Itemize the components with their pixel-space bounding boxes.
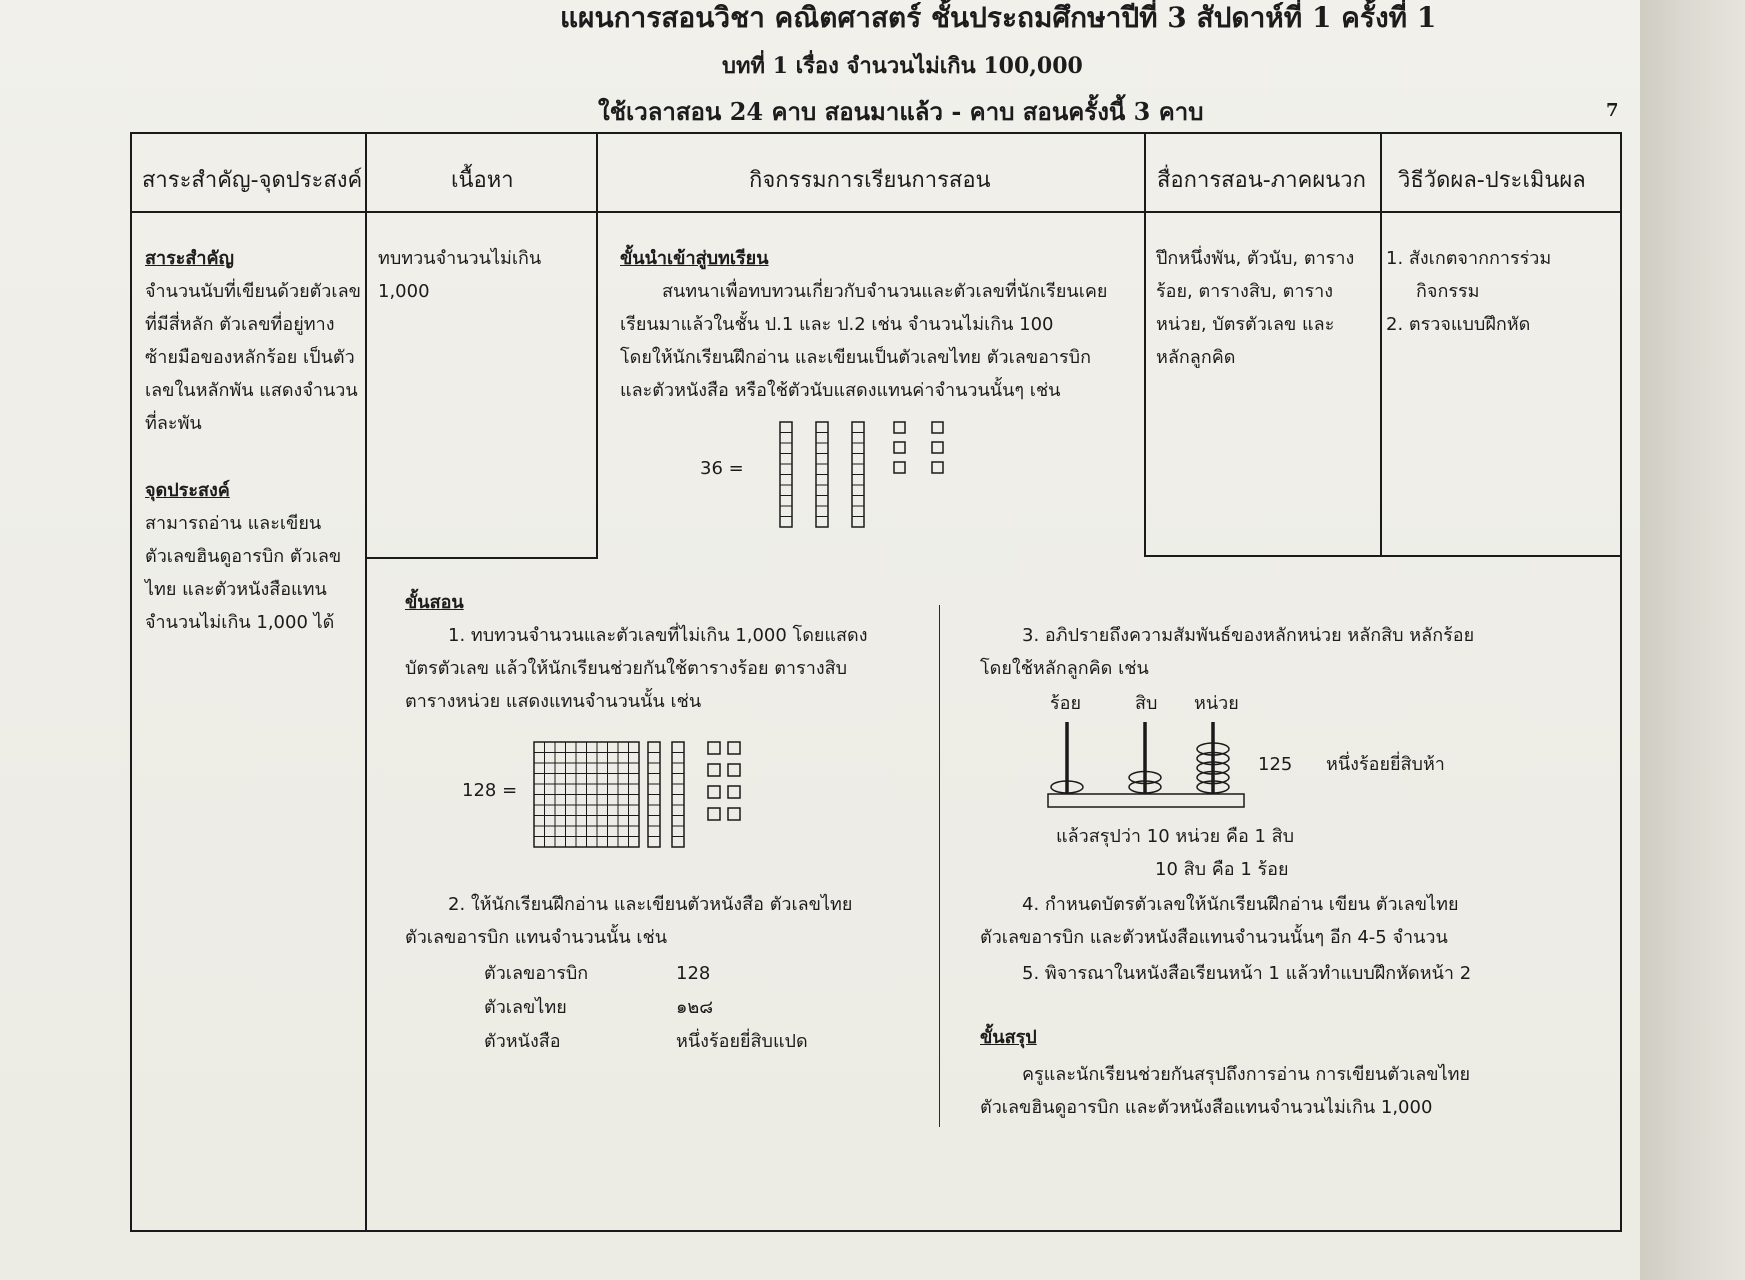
objective-line: จำนวนไม่เกิน 1,000 ได้ — [145, 612, 335, 633]
essence-line: ซ้ายมือของหลักร้อย เป็นตัว — [145, 347, 355, 368]
step2-line: 2. ให้นักเรียนฝึกอ่าน และเขียนตัวหนังสือ ตัวเลขไทย — [448, 894, 853, 915]
essence-line: จำนวนนับที่เขียนด้วยตัวเลข — [145, 281, 361, 302]
col-header-media: สื่อการสอน-ภาคผนวก — [1157, 168, 1366, 193]
step5-line: 5. พิจารณาในหนังสือเรียนหน้า 1 แล้วทำแบบฝึกหัดหน้า 2 — [1022, 963, 1472, 984]
chapter-title: บทที่ 1 เรื่อง จำนวนไม่เกิน 100,000 — [722, 53, 1083, 79]
media-line: หน่วย, บัตรตัวเลข และ — [1156, 314, 1335, 335]
time-allocation: ใช้เวลาสอน 24 คาบ สอนมาแล้ว - คาบ สอนครั้งนี้ 3 คาบ — [598, 97, 1204, 126]
number-form-label: ตัวหนังสือ — [484, 1031, 561, 1052]
step3-line: โดยใช้หลักลูกคิด เช่น — [980, 658, 1149, 679]
unit-square — [728, 742, 740, 754]
step2-line: ตัวเลขอารบิก แทนจำนวนนั้น เช่น — [405, 927, 668, 948]
unit-square — [708, 786, 720, 798]
example-128-label: 128 = — [462, 780, 518, 801]
number-form-value: ๑๒๘ — [676, 997, 714, 1018]
abacus-label-tens: สิบ — [1135, 693, 1158, 714]
objective-line: ตัวเลขฮินดูอารบิก ตัวเลข — [145, 546, 342, 567]
teaching-heading: ขั้นสอน — [405, 592, 464, 613]
content-line: 1,000 — [378, 281, 430, 302]
evaluation-item: 2. ตรวจแบบฝึกหัด — [1386, 314, 1531, 335]
page-number: 7 — [1606, 100, 1619, 121]
unit-square — [728, 786, 740, 798]
objective-heading: จุดประสงค์ — [145, 480, 230, 501]
conclusion-line: ครูและนักเรียนช่วยกันสรุปถึงการอ่าน การเขียนตัวเลขไทย — [1022, 1064, 1471, 1085]
intro-line: และตัวหนังสือ หรือใช้ตัวนับแสดงแทนค่าจำนวนนั้นๆ เช่น — [620, 380, 1061, 401]
objective-line: ไทย และตัวหนังสือแทน — [145, 579, 327, 600]
unit-square — [894, 462, 905, 473]
objective-line: สามารถอ่าน และเขียน — [145, 513, 322, 534]
step3-line: 3. อภิปรายถึงความสัมพันธ์ของหลักหน่วย หลักสิบ หลักร้อย — [1022, 625, 1475, 646]
unit-square — [728, 764, 740, 776]
intro-line: สนทนาเพื่อทบทวนเกี่ยวกับจำนวนและตัวเลขที่นักเรียนเคย — [662, 281, 1108, 302]
abacus-base — [1048, 794, 1244, 807]
tens-ones-diagram-36 — [778, 420, 948, 530]
col-header-content: เนื้อหา — [451, 168, 514, 193]
summary-line: แล้วสรุปว่า 10 หน่วย คือ 1 สิบ — [1056, 826, 1295, 847]
intro-line: โดยให้นักเรียนฝึกอ่าน และเขียนเป็นตัวเลขไทย ตัวเลขอารบิก — [620, 347, 1091, 368]
unit-square — [932, 442, 943, 453]
step1-line: ตารางหน่วย แสดงแทนจำนวนนั้น เช่น — [405, 691, 702, 712]
teaching-column-divider — [939, 605, 940, 1127]
col-divider-2 — [596, 132, 598, 557]
header-row-divider — [130, 211, 1620, 213]
abacus-number-words: หนึ่งร้อยยี่สิบห้า — [1326, 754, 1445, 775]
number-form-label: ตัวเลขอารบิก — [484, 963, 589, 984]
col-header-evaluation: วิธีวัดผล-ประเมินผล — [1398, 168, 1586, 193]
page-shadow-edge — [1640, 0, 1745, 1280]
abacus-diagram — [1040, 718, 1250, 818]
col-divider-1 — [365, 132, 367, 1230]
number-form-label: ตัวเลขไทย — [484, 997, 567, 1018]
step4-line: 4. กำหนดบัตรตัวเลขให้นักเรียนฝึกอ่าน เขียน ตัวเลขไทย — [1022, 894, 1459, 915]
unit-square — [708, 808, 720, 820]
media-eval-bottom — [1144, 555, 1620, 557]
abacus-label-ones: หน่วย — [1194, 693, 1239, 714]
evaluation-item: 1. สังเกตจากการร่วม — [1386, 248, 1552, 269]
unit-square — [894, 442, 905, 453]
unit-square — [932, 462, 943, 473]
media-line: ปึกหนึ่งพัน, ตัวนับ, ตาราง — [1156, 248, 1355, 269]
unit-square — [708, 764, 720, 776]
summary-line: 10 สิบ คือ 1 ร้อย — [1155, 859, 1289, 880]
essence-line: ที่ละพัน — [145, 413, 202, 434]
step1-line: บัตรตัวเลข แล้วให้นักเรียนช่วยกันใช้ตารางร้อย ตารางสิบ — [405, 658, 848, 679]
step4-line: ตัวเลขอารบิก และตัวหนังสือแทนจำนวนนั้นๆ อีก 4-5 จำนวน — [980, 927, 1448, 948]
example-36-label: 36 = — [700, 458, 744, 479]
evaluation-item: กิจกรรม — [1416, 281, 1480, 302]
essence-heading: สาระสำคัญ — [145, 248, 234, 269]
col-divider-4 — [1380, 132, 1382, 557]
col-header-essence: สาระสำคัญ-จุดประสงค์ — [142, 168, 363, 193]
plan-title: แผนการสอนวิชา คณิตศาสตร์ ชั้นประถมศึกษาปีที่ 3 สัปดาห์ที่ 1 ครั้งที่ 1 — [560, 1, 1437, 34]
step1-line: 1. ทบทวนจำนวนและตัวเลขที่ไม่เกิน 1,000 โดยแสดง — [448, 625, 868, 646]
unit-square — [932, 422, 943, 433]
unit-square — [708, 742, 720, 754]
conclusion-heading: ขั้นสรุป — [980, 1027, 1037, 1048]
col-divider-3 — [1144, 132, 1146, 557]
media-line: หลักลูกคิด — [1156, 347, 1236, 368]
conclusion-line: ตัวเลขฮินดูอารบิก และตัวหนังสือแทนจำนวนไม่เกิน 1,000 — [980, 1097, 1433, 1118]
content-cell-bottom — [365, 557, 598, 559]
content-line: ทบทวนจำนวนไม่เกิน — [378, 248, 542, 269]
media-line: ร้อย, ตารางสิบ, ตาราง — [1156, 281, 1334, 302]
col-header-activities: กิจกรรมการเรียนการสอน — [749, 168, 991, 193]
intro-heading: ขั้นนำเข้าสู่บทเรียน — [620, 248, 769, 269]
abacus-label-hundreds: ร้อย — [1050, 693, 1082, 714]
unit-square — [728, 808, 740, 820]
essence-line: ที่มีสี่หลัก ตัวเลขที่อยู่ทาง — [145, 314, 335, 335]
intro-line: เรียนมาแล้วในชั้น ป.1 และ ป.2 เช่น จำนวนไม่เกิน 100 — [620, 314, 1054, 335]
number-form-value: หนึ่งร้อยยี่สิบแปด — [676, 1031, 808, 1052]
unit-square — [894, 422, 905, 433]
abacus-number: 125 — [1258, 754, 1293, 775]
hundreds-tens-ones-diagram-128 — [532, 740, 747, 852]
number-form-value: 128 — [676, 963, 711, 984]
essence-line: เลขในหลักพัน แสดงจำนวน — [145, 380, 358, 401]
